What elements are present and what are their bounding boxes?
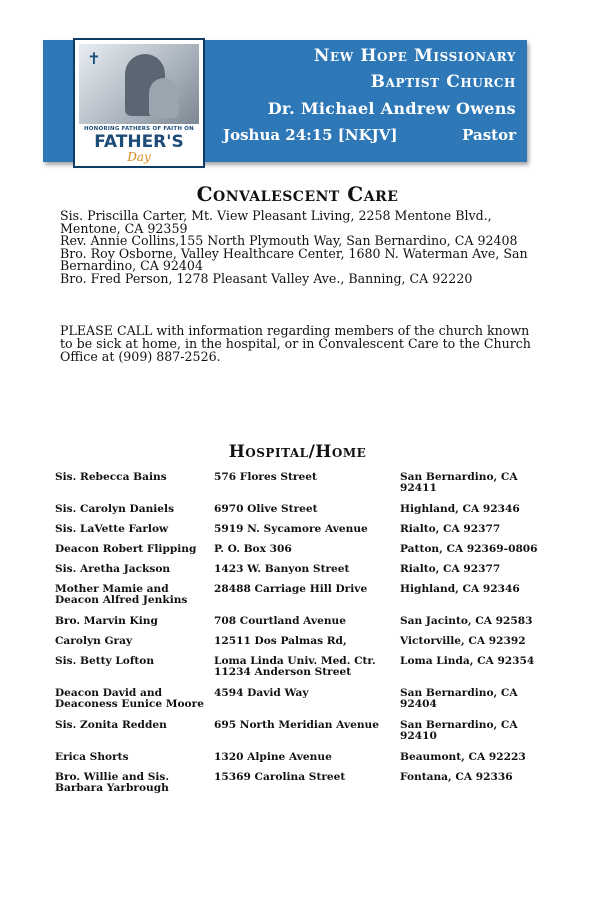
convalescent-entry: Rev. Annie Collins,155 North Plymouth Way, San Bernardino, CA 92408 [60,233,518,248]
church-name-line1: New Hope Missionary [313,46,516,66]
father-child-photo [79,44,199,124]
table-row [55,544,555,564]
address-cell: 15369 Carolina Street [214,771,346,783]
hospital-home-table [55,472,555,804]
table-row [55,636,555,656]
address-cell: 4594 David Way [214,687,309,699]
member-name-cell: Bro. Marvin King [55,615,158,627]
address-cell: 12511 Dos Palmas Rd, [214,635,347,647]
table-row [55,752,555,772]
child-figure [149,78,179,118]
city-cell: Loma Linda, CA 92354 [400,655,535,667]
member-name-cell: Sis. LaVette Farlow [55,523,169,535]
member-name-cell: Deacon David and Deaconess Eunice Moore [55,687,204,710]
member-name-cell: Bro. Willie and Sis. Barbara Yarbrough [55,771,170,794]
scripture-verse: Joshua 24:15 [NKJV] [223,126,398,144]
city-cell: San Bernardino, CA 92410 [400,719,518,742]
member-name-cell: Sis. Aretha Jackson [55,563,171,575]
table-row [55,524,555,544]
city-cell: Fontana, CA 92336 [400,771,513,783]
city-cell: Victorville, CA 92392 [400,635,526,647]
address-cell: 576 Flores Street [214,471,317,483]
address-cell: 6970 Olive Street [214,503,318,515]
city-cell: Highland, CA 92346 [400,503,520,515]
address-cell: 1320 Alpine Avenue [214,751,332,763]
hospital-home-title: Hospital/Home [228,442,367,462]
convalescent-entry: Sis. Priscilla Carter, Mt. View Pleasant Living, 2258 Mentone Blvd., Mentone, CA 92359 [60,208,492,236]
city-cell: Rialto, CA 92377 [400,563,501,575]
table-row [55,472,555,504]
table-row [55,772,555,804]
city-cell: Patton, CA 92369-0806 [400,543,538,555]
city-cell: San Bernardino, CA 92411 [400,471,518,494]
member-name-cell: Mother Mamie and Deacon Alfred Jenkins [55,583,188,606]
church-name-line2: Baptist Church [370,72,516,92]
table-row [55,504,555,524]
convalescent-care-title: Convalescent Care [196,182,399,206]
header-banner [43,40,527,162]
convalescent-list [60,210,540,285]
table-row [55,564,555,584]
address-cell: 708 Courtland Avenue [214,615,346,627]
member-name-cell: Sis. Rebecca Bains [55,471,167,483]
city-cell: Rialto, CA 92377 [400,523,501,535]
city-cell: Highland, CA 92346 [400,583,520,595]
address-cell: 1423 W. Banyon Street [214,563,350,575]
member-name-cell: Carolyn Gray [55,635,133,647]
table-row [55,720,555,752]
call-notice: PLEASE CALL with information regarding members of the church known to be sick at home, in the hospital, or in Convalescent Care to the Church Office at (909) 887-2526. [60,323,531,364]
member-name-cell: Sis. Zonita Redden [55,719,167,731]
address-cell: Loma Linda Univ. Med. Ctr. 11234 Anderson Street [214,655,376,678]
fathers-day-emblem [73,38,205,168]
address-cell: 28488 Carriage Hill Drive [214,583,368,595]
table-row [55,616,555,636]
city-cell: Beaumont, CA 92223 [400,751,526,763]
emblem-tagline: HONORING FATHERS OF FAITH ON [84,126,194,132]
convalescent-entry: Bro. Roy Osborne, Valley Healthcare Center, 1680 N. Waterman Ave, San Bernardino, CA 92404 [60,245,528,273]
emblem-fathers: FATHER'S [94,132,184,152]
cross-icon: ✝ [87,49,101,68]
member-name-cell: Deacon Robert Flipping [55,543,197,555]
member-name-cell: Sis. Carolyn Daniels [55,503,175,515]
pastor-name: Dr. Michael Andrew Owens [267,99,516,118]
emblem-day: Day [127,150,151,164]
table-row [55,584,555,616]
address-cell: 695 North Meridian Avenue [214,719,380,731]
address-cell: 5919 N. Sycamore Avenue [214,523,368,535]
member-name-cell: Sis. Betty Lofton [55,655,155,667]
table-row [55,688,555,720]
member-name-cell: Erica Shorts [55,751,129,763]
pastor-title: Pastor [462,126,516,144]
convalescent-entry: Bro. Fred Person, 1278 Pleasant Valley Ave., Banning, CA 92220 [60,270,473,286]
address-cell: P. O. Box 306 [214,543,292,555]
city-cell: San Jacinto, CA 92583 [400,615,533,627]
city-cell: San Bernardino, CA 92404 [400,687,518,710]
table-row [55,656,555,688]
